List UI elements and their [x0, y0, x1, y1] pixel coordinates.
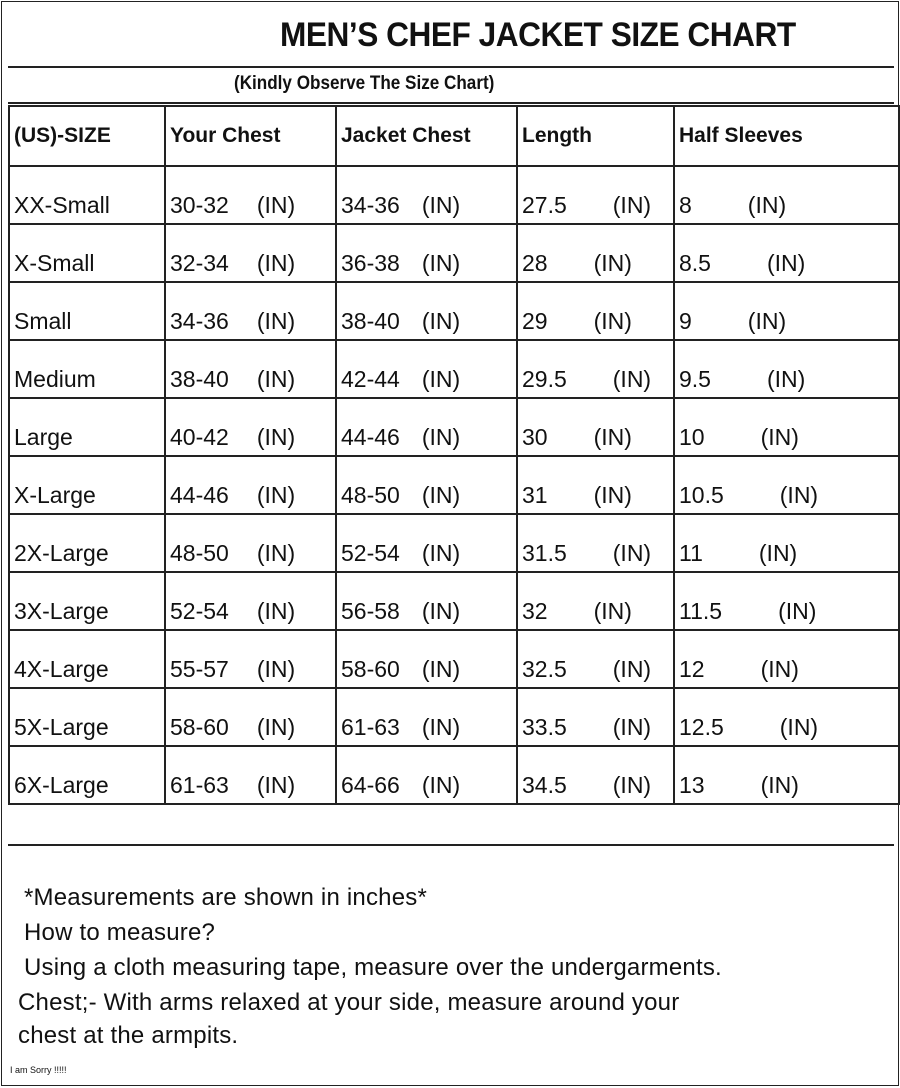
- cell-half-sleeves-value: 8: [679, 192, 692, 218]
- cell-length-value: 33.5: [522, 714, 567, 740]
- cell-half-sleeves: [674, 398, 899, 456]
- unit-label: (IN): [421, 308, 461, 334]
- cell-length-value: 34.5: [522, 772, 567, 798]
- cell-size-value: 2X-Large: [14, 540, 109, 566]
- unit-label: (IN): [766, 366, 806, 392]
- cell-your-chest: [165, 282, 336, 340]
- cell-size: [9, 166, 165, 224]
- unit-label: (IN): [256, 772, 296, 798]
- cell-jacket-chest: [336, 456, 517, 514]
- cell-length: [517, 456, 674, 514]
- cell-your-chest: [165, 398, 336, 456]
- cell-size-value: XX-Small: [14, 192, 110, 218]
- unit-label: (IN): [747, 192, 787, 218]
- cell-your-chest: [165, 630, 336, 688]
- header-your-chest: Your Chest: [165, 106, 336, 166]
- note-measuring-tape: Using a cloth measuring tape, measure over the undergarments.: [24, 954, 722, 981]
- unit-label: (IN): [612, 192, 652, 218]
- cell-length-value: 27.5: [522, 192, 567, 218]
- cell-half-sleeves: [674, 688, 899, 746]
- cell-jacket-chest-value: 56-58: [341, 598, 400, 624]
- cell-half-sleeves: [674, 166, 899, 224]
- unit-label: (IN): [256, 598, 296, 624]
- cell-half-sleeves-value: 10: [679, 424, 705, 450]
- chart-subtitle: (Kindly Observe The Size Chart): [234, 73, 495, 94]
- cell-size: [9, 688, 165, 746]
- unit-label: (IN): [256, 192, 296, 218]
- unit-label: (IN): [766, 250, 806, 276]
- cell-length: [517, 514, 674, 572]
- header-size: (US)-SIZE: [9, 106, 165, 166]
- note-inches: *Measurements are shown in inches*: [24, 884, 427, 911]
- cell-your-chest-value: 40-42: [170, 424, 229, 450]
- cell-size: [9, 630, 165, 688]
- table-row: [9, 456, 899, 514]
- cell-length-value: 30: [522, 424, 548, 450]
- cell-your-chest: [165, 514, 336, 572]
- cell-length: [517, 340, 674, 398]
- cell-length: [517, 282, 674, 340]
- cell-your-chest-value: 32-34: [170, 250, 229, 276]
- footnote: I am Sorry !!!!!: [10, 1065, 67, 1075]
- unit-label: (IN): [421, 424, 461, 450]
- cell-length-value: 29: [522, 308, 548, 334]
- unit-label: (IN): [421, 192, 461, 218]
- cell-jacket-chest: [336, 630, 517, 688]
- cell-half-sleeves-value: 9.5: [679, 366, 711, 392]
- cell-jacket-chest-value: 52-54: [341, 540, 400, 566]
- cell-your-chest: [165, 572, 336, 630]
- table-body: [9, 166, 899, 804]
- cell-jacket-chest: [336, 282, 517, 340]
- cell-size-value: 6X-Large: [14, 772, 109, 798]
- unit-label: (IN): [760, 656, 799, 682]
- cell-your-chest: [165, 224, 336, 282]
- cell-size-value: 4X-Large: [14, 656, 109, 682]
- unit-label: (IN): [612, 366, 652, 392]
- cell-length: [517, 688, 674, 746]
- cell-length-value: 31.5: [522, 540, 567, 566]
- cell-size: [9, 746, 165, 804]
- cell-jacket-chest-value: 64-66: [341, 772, 400, 798]
- unit-label: (IN): [779, 714, 819, 740]
- cell-your-chest-value: 58-60: [170, 714, 229, 740]
- cell-size-value: 5X-Large: [14, 714, 109, 740]
- cell-your-chest: [165, 688, 336, 746]
- cell-jacket-chest: [336, 688, 517, 746]
- cell-length: [517, 572, 674, 630]
- cell-jacket-chest: [336, 514, 517, 572]
- unit-label: (IN): [760, 772, 799, 798]
- cell-half-sleeves: [674, 514, 899, 572]
- cell-size: [9, 282, 165, 340]
- unit-label: (IN): [758, 540, 798, 566]
- cell-size-value: 3X-Large: [14, 598, 109, 624]
- cell-jacket-chest-value: 61-63: [341, 714, 400, 740]
- unit-label: (IN): [760, 424, 799, 450]
- unit-label: (IN): [421, 656, 461, 682]
- measurement-notes: [8, 844, 894, 1081]
- table-row: [9, 282, 899, 340]
- cell-your-chest: [165, 456, 336, 514]
- table-row: [9, 746, 899, 804]
- cell-length: [517, 746, 674, 804]
- cell-your-chest-value: 52-54: [170, 598, 229, 624]
- cell-jacket-chest-value: 34-36: [341, 192, 400, 218]
- cell-your-chest-value: 55-57: [170, 656, 229, 682]
- cell-size-value: X-Small: [14, 250, 95, 276]
- unit-label: (IN): [612, 772, 652, 798]
- cell-size: [9, 572, 165, 630]
- cell-your-chest: [165, 340, 336, 398]
- table-row: [9, 398, 899, 456]
- cell-size-value: Large: [14, 424, 73, 450]
- cell-size: [9, 514, 165, 572]
- header-half-sleeves: Half Sleeves: [674, 106, 899, 166]
- cell-length-value: 28: [522, 250, 548, 276]
- cell-half-sleeves: [674, 224, 899, 282]
- unit-label: (IN): [256, 366, 296, 392]
- subtitle-row: [8, 68, 894, 104]
- note-how-to-measure: How to measure?: [24, 919, 216, 946]
- cell-half-sleeves-value: 10.5: [679, 482, 724, 508]
- cell-size: [9, 224, 165, 282]
- size-chart-document: [1, 1, 899, 1086]
- cell-half-sleeves-value: 9: [679, 308, 692, 334]
- cell-jacket-chest: [336, 166, 517, 224]
- unit-label: (IN): [612, 656, 652, 682]
- cell-half-sleeves-value: 11: [679, 540, 703, 566]
- cell-your-chest-value: 30-32: [170, 192, 229, 218]
- unit-label: (IN): [612, 714, 652, 740]
- cell-length-value: 29.5: [522, 366, 567, 392]
- cell-length-value: 32.5: [522, 656, 567, 682]
- cell-your-chest-value: 48-50: [170, 540, 229, 566]
- cell-your-chest: [165, 746, 336, 804]
- unit-label: (IN): [421, 540, 461, 566]
- unit-label: (IN): [421, 714, 461, 740]
- cell-half-sleeves: [674, 456, 899, 514]
- cell-your-chest: [165, 166, 336, 224]
- title-row: [8, 8, 894, 68]
- cell-size: [9, 456, 165, 514]
- cell-your-chest-value: 34-36: [170, 308, 229, 334]
- unit-label: (IN): [256, 656, 296, 682]
- cell-size-value: X-Large: [14, 482, 96, 508]
- unit-label: (IN): [612, 540, 652, 566]
- cell-half-sleeves: [674, 340, 899, 398]
- unit-label: (IN): [779, 482, 819, 508]
- unit-label: (IN): [747, 308, 787, 334]
- cell-length-value: 31: [522, 482, 548, 508]
- cell-size-value: Small: [14, 308, 72, 334]
- unit-label: (IN): [256, 540, 296, 566]
- cell-jacket-chest: [336, 224, 517, 282]
- table-row: [9, 166, 899, 224]
- cell-size: [9, 340, 165, 398]
- table-row: [9, 340, 899, 398]
- header-jacket-chest: Jacket Chest: [336, 106, 517, 166]
- table-row: [9, 224, 899, 282]
- table-row: [9, 688, 899, 746]
- table-row: [9, 514, 899, 572]
- unit-label: (IN): [256, 482, 296, 508]
- unit-label: (IN): [256, 424, 296, 450]
- note-chest-2: chest at the armpits.: [18, 1022, 239, 1049]
- unit-label: (IN): [421, 366, 461, 392]
- cell-jacket-chest: [336, 340, 517, 398]
- unit-label: (IN): [421, 482, 461, 508]
- table-row: [9, 630, 899, 688]
- cell-your-chest-value: 44-46: [170, 482, 229, 508]
- unit-label: (IN): [593, 250, 632, 276]
- cell-jacket-chest: [336, 398, 517, 456]
- unit-label: (IN): [778, 598, 817, 624]
- cell-jacket-chest-value: 42-44: [341, 366, 400, 392]
- chart-title: MEN’S CHEF JACKET SIZE CHART: [280, 16, 796, 54]
- cell-half-sleeves: [674, 572, 899, 630]
- header-length: Length: [517, 106, 674, 166]
- cell-jacket-chest-value: 44-46: [341, 424, 400, 450]
- unit-label: (IN): [256, 250, 296, 276]
- cell-half-sleeves-value: 13: [679, 772, 705, 798]
- unit-label: (IN): [593, 308, 632, 334]
- cell-length: [517, 166, 674, 224]
- cell-your-chest-value: 61-63: [170, 772, 229, 798]
- cell-jacket-chest-value: 58-60: [341, 656, 400, 682]
- cell-size-value: Medium: [14, 366, 96, 392]
- cell-jacket-chest: [336, 572, 517, 630]
- unit-label: (IN): [593, 424, 632, 450]
- unit-label: (IN): [256, 714, 296, 740]
- cell-half-sleeves-value: 12: [679, 656, 705, 682]
- unit-label: (IN): [593, 598, 632, 624]
- cell-half-sleeves: [674, 282, 899, 340]
- cell-length: [517, 224, 674, 282]
- unit-label: (IN): [256, 308, 296, 334]
- cell-half-sleeves: [674, 630, 899, 688]
- cell-jacket-chest-value: 36-38: [341, 250, 400, 276]
- size-table: [8, 105, 900, 805]
- cell-length: [517, 630, 674, 688]
- cell-half-sleeves-value: 11.5: [679, 598, 723, 624]
- cell-length: [517, 398, 674, 456]
- unit-label: (IN): [421, 598, 461, 624]
- cell-half-sleeves-value: 12.5: [679, 714, 724, 740]
- cell-your-chest-value: 38-40: [170, 366, 229, 392]
- cell-size: [9, 398, 165, 456]
- table-row: [9, 572, 899, 630]
- unit-label: (IN): [421, 772, 461, 798]
- unit-label: (IN): [593, 482, 632, 508]
- unit-label: (IN): [421, 250, 461, 276]
- note-chest-1: Chest;- With arms relaxed at your side, measure around your: [18, 989, 680, 1016]
- cell-jacket-chest: [336, 746, 517, 804]
- cell-jacket-chest-value: 38-40: [341, 308, 400, 334]
- cell-half-sleeves-value: 8.5: [679, 250, 711, 276]
- cell-length-value: 32: [522, 598, 548, 624]
- cell-jacket-chest-value: 48-50: [341, 482, 400, 508]
- table-header-row: [9, 106, 899, 166]
- cell-half-sleeves: [674, 746, 899, 804]
